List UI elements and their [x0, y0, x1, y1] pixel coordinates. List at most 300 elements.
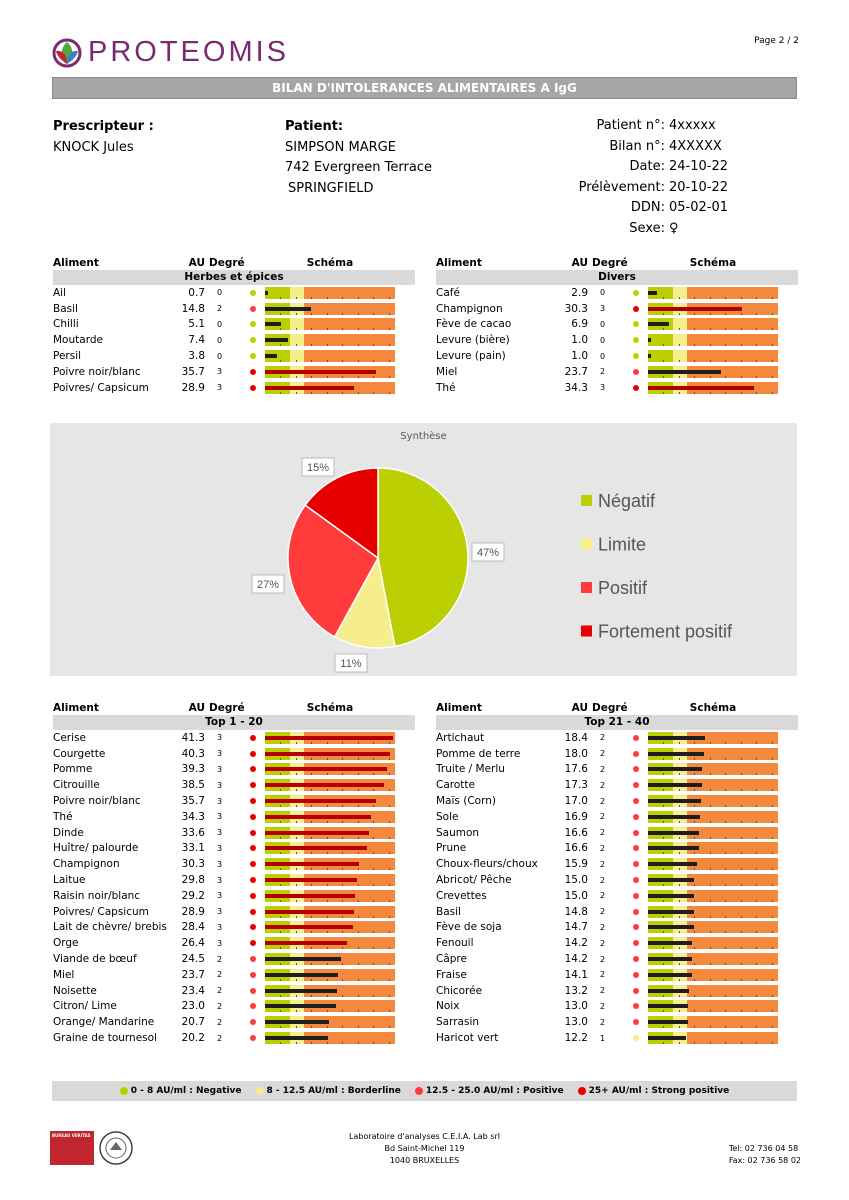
schema-tick — [679, 931, 680, 933]
value-bar — [265, 799, 376, 803]
food-name: Pomme de terre — [436, 747, 521, 760]
schema-bar — [648, 985, 778, 997]
schema-tick — [342, 805, 343, 807]
schema-tick — [373, 947, 374, 949]
legend-swatch — [581, 539, 592, 550]
schema-tick — [389, 789, 390, 791]
schema-tick — [373, 979, 374, 981]
degree-value: 2 — [600, 907, 606, 917]
col-schema: Schéma — [689, 257, 737, 269]
schema-tick — [358, 376, 359, 378]
schema-zone — [725, 985, 778, 997]
status-dot-icon — [633, 735, 639, 741]
value-bar — [265, 910, 354, 914]
schema-tick — [389, 328, 390, 330]
table-group-title: Herbes et épices — [53, 270, 415, 285]
schema-zone — [342, 350, 395, 362]
table-top-1-20 — [53, 701, 415, 1046]
degree-value: 3 — [217, 780, 223, 790]
schema-tick — [311, 328, 312, 330]
col-degre: Degré — [209, 257, 245, 269]
schema-tick — [756, 360, 757, 362]
schema-tick — [772, 789, 773, 791]
schema-tick — [741, 963, 742, 965]
table-row — [436, 872, 798, 888]
table-top-21-40 — [436, 701, 798, 1046]
schema-tick — [663, 789, 664, 791]
schema-tick — [756, 1010, 757, 1012]
schema-zone — [687, 1000, 726, 1012]
schema-bar — [648, 937, 778, 949]
schema-tick — [756, 773, 757, 775]
food-name: Graine de tournesol — [53, 1032, 157, 1045]
schema-tick — [679, 884, 680, 886]
food-name: Truite / Merlu — [436, 763, 505, 776]
yellow-dot-icon — [256, 1087, 264, 1095]
schema-tick — [725, 1042, 726, 1044]
au-value: 18.4 — [564, 731, 588, 744]
schema-zone — [342, 1016, 395, 1028]
schema-tick — [280, 805, 281, 807]
schema-bar — [265, 1016, 395, 1028]
schema-tick — [280, 360, 281, 362]
degree-value: 0 — [217, 335, 223, 345]
schema-bar — [648, 795, 778, 807]
report-details — [505, 116, 729, 239]
schema-tick — [327, 1026, 328, 1028]
status-dot-icon — [633, 1019, 639, 1025]
food-name: Prune — [436, 842, 467, 855]
schema-tick — [679, 742, 680, 744]
table-row — [436, 920, 798, 936]
schema-tick — [710, 1026, 711, 1028]
schema-zone — [342, 969, 395, 981]
schema-tick — [679, 360, 680, 362]
degree-value: 0 — [600, 335, 606, 345]
schema-tick — [725, 1026, 726, 1028]
schema-bar — [265, 303, 395, 315]
schema-zone — [725, 921, 778, 933]
degree-value: 2 — [600, 828, 606, 838]
schema-tick — [710, 900, 711, 902]
value-bar — [648, 910, 694, 914]
table-row — [436, 777, 798, 793]
schema-zone — [687, 287, 726, 299]
schema-tick — [296, 789, 297, 791]
detail-key: DDN: — [630, 200, 665, 215]
au-value: 23.7 — [564, 365, 588, 378]
value-bar — [265, 925, 353, 929]
status-dot-icon — [250, 893, 256, 899]
schema-tick — [373, 837, 374, 839]
schema-tick — [342, 742, 343, 744]
schema-tick — [327, 995, 328, 997]
status-dot-icon — [250, 988, 256, 994]
legend-text: Négatif — [598, 491, 656, 511]
value-bar — [648, 1020, 688, 1024]
table-row — [53, 825, 415, 841]
brand-logo — [52, 36, 289, 69]
degree-value: 2 — [217, 304, 223, 314]
schema-tick — [694, 360, 695, 362]
table-row — [53, 999, 415, 1015]
status-dot-icon — [633, 798, 639, 804]
degree-value: 2 — [600, 796, 606, 806]
schema-tick — [342, 837, 343, 839]
schema-zone — [342, 1000, 395, 1012]
schema-tick — [694, 868, 695, 870]
food-name: Citron/ Lime — [53, 1000, 117, 1013]
col-aliment: Aliment — [436, 257, 482, 269]
schema-tick — [756, 916, 757, 918]
pie-legend-item — [581, 578, 648, 598]
food-name: Laitue — [53, 874, 86, 887]
schema-tick — [311, 995, 312, 997]
au-value: 23.7 — [181, 968, 205, 981]
schema-tick — [694, 344, 695, 346]
schema-tick — [741, 837, 742, 839]
legend-label: 8 - 12.5 AU/ml : Borderline — [266, 1086, 401, 1096]
schema-tick — [741, 344, 742, 346]
schema-tick — [725, 852, 726, 854]
schema-tick — [725, 313, 726, 315]
schema-tick — [756, 821, 757, 823]
schema-tick — [311, 742, 312, 744]
table-row — [436, 841, 798, 857]
schema-tick — [679, 789, 680, 791]
schema-tick — [327, 742, 328, 744]
degree-value: 3 — [217, 796, 223, 806]
status-dot-icon — [633, 830, 639, 836]
schema-tick — [772, 376, 773, 378]
schema-bar — [265, 732, 395, 744]
schema-tick — [772, 821, 773, 823]
schema-tick — [342, 995, 343, 997]
value-bar — [265, 338, 288, 342]
schema-zone — [725, 779, 778, 791]
schema-tick — [772, 805, 773, 807]
schema-tick — [756, 805, 757, 807]
schema-tick — [342, 313, 343, 315]
schema-tick — [725, 344, 726, 346]
schema-tick — [358, 916, 359, 918]
food-name: Levure (bière) — [436, 334, 510, 347]
schema-tick — [756, 1042, 757, 1044]
legend-swatch — [581, 495, 592, 506]
schema-tick — [373, 742, 374, 744]
schema-tick — [694, 758, 695, 760]
degree-value: 0 — [217, 288, 223, 298]
schema-bar — [648, 906, 778, 918]
status-dot-icon — [633, 353, 639, 359]
schema-tick — [694, 313, 695, 315]
schema-tick — [327, 1010, 328, 1012]
schema-tick — [280, 758, 281, 760]
schema-tick — [311, 963, 312, 965]
schema-tick — [772, 884, 773, 886]
schema-tick — [358, 821, 359, 823]
schema-bar — [265, 382, 395, 394]
degree-value: 3 — [217, 812, 223, 822]
table-row — [53, 301, 415, 317]
schema-tick — [756, 344, 757, 346]
degree-value: 0 — [600, 288, 606, 298]
table-row — [53, 777, 415, 793]
food-name: Pomme — [53, 763, 93, 776]
value-bar — [265, 1036, 328, 1040]
table-row — [53, 809, 415, 825]
table-row — [436, 809, 798, 825]
value-bar — [648, 989, 689, 993]
au-value: 17.6 — [564, 763, 588, 776]
value-bar — [648, 1036, 686, 1040]
schema-tick — [342, 773, 343, 775]
food-name: Saumon — [436, 826, 480, 839]
schema-tick — [663, 931, 664, 933]
schema-tick — [710, 995, 711, 997]
status-dot-icon — [633, 782, 639, 788]
schema-tick — [327, 963, 328, 965]
schema-tick — [311, 1026, 312, 1028]
food-name: Citrouille — [53, 779, 100, 792]
schema-tick — [741, 1042, 742, 1044]
au-value: 1.0 — [571, 334, 588, 347]
schema-tick — [280, 884, 281, 886]
au-value: 16.9 — [564, 810, 588, 823]
status-dot-icon — [633, 909, 639, 915]
status-dot-icon — [633, 321, 639, 327]
schema-tick — [772, 297, 773, 299]
schema-tick — [725, 947, 726, 949]
prescriber-label: Prescripteur : — [53, 119, 154, 134]
schema-tick — [741, 1010, 742, 1012]
schema-tick — [710, 344, 711, 346]
schema-tick — [389, 979, 390, 981]
schema-tick — [741, 297, 742, 299]
schema-zone — [725, 334, 778, 346]
schema-tick — [311, 758, 312, 760]
table-row — [53, 762, 415, 778]
legend-bar — [52, 1081, 797, 1101]
au-value: 38.5 — [181, 779, 205, 792]
schema-bar — [648, 732, 778, 744]
schema-tick — [373, 852, 374, 854]
col-schema: Schéma — [306, 702, 354, 714]
degree-value: 3 — [217, 383, 223, 393]
schema-tick — [342, 297, 343, 299]
schema-tick — [679, 821, 680, 823]
au-value: 33.1 — [181, 842, 205, 855]
schema-tick — [725, 297, 726, 299]
schema-tick — [342, 947, 343, 949]
schema-tick — [772, 837, 773, 839]
food-name: Carotte — [436, 779, 475, 792]
schema-tick — [327, 884, 328, 886]
table-row — [53, 317, 415, 333]
au-value: 34.3 — [181, 810, 205, 823]
schema-tick — [725, 360, 726, 362]
schema-tick — [663, 884, 664, 886]
schema-zone — [725, 937, 778, 949]
schema-bar — [265, 827, 395, 839]
schema-tick — [389, 916, 390, 918]
schema-tick — [663, 328, 664, 330]
schema-tick — [694, 852, 695, 854]
schema-tick — [772, 963, 773, 965]
schema-bar — [265, 906, 395, 918]
schema-tick — [679, 963, 680, 965]
schema-tick — [679, 868, 680, 870]
value-bar — [265, 862, 359, 866]
degree-value: 2 — [600, 875, 606, 885]
status-dot-icon — [250, 877, 256, 883]
schema-tick — [296, 963, 297, 965]
au-value: 14.8 — [564, 905, 588, 918]
table-row — [53, 904, 415, 920]
schema-zone — [725, 1000, 778, 1012]
schema-tick — [679, 297, 680, 299]
schema-tick — [756, 837, 757, 839]
status-dot-icon — [633, 988, 639, 994]
schema-bar — [648, 779, 778, 791]
value-bar — [265, 957, 341, 961]
schema-tick — [296, 1010, 297, 1012]
schema-tick — [296, 900, 297, 902]
au-value: 24.5 — [181, 953, 205, 966]
degree-value: 2 — [600, 749, 606, 759]
au-value: 2.9 — [571, 286, 588, 299]
schema-zone — [725, 318, 778, 330]
value-bar — [265, 815, 371, 819]
schema-tick — [296, 979, 297, 981]
schema-tick — [679, 1010, 680, 1012]
schema-tick — [327, 328, 328, 330]
legend-item-positive — [415, 1086, 564, 1096]
legend-swatch — [581, 582, 592, 593]
schema-tick — [710, 758, 711, 760]
table-row — [53, 1030, 415, 1046]
value-bar — [648, 846, 699, 850]
value-bar — [648, 831, 699, 835]
legend-item-strong — [578, 1086, 730, 1096]
schema-bar — [265, 779, 395, 791]
status-dot-icon — [633, 1003, 639, 1009]
table-group-title: Top 1 - 20 — [53, 715, 415, 730]
schema-tick — [772, 979, 773, 981]
au-value: 15.0 — [564, 874, 588, 887]
schema-tick — [296, 313, 297, 315]
col-au: AU — [188, 702, 205, 714]
value-bar — [265, 1004, 336, 1008]
degree-value: 2 — [600, 922, 606, 932]
schema-zone — [725, 874, 778, 886]
food-name: Dinde — [53, 826, 84, 839]
schema-zone — [725, 842, 778, 854]
schema-tick — [296, 328, 297, 330]
schema-tick — [280, 1010, 281, 1012]
degree-value: 2 — [600, 367, 606, 377]
schema-tick — [342, 344, 343, 346]
degree-value: 0 — [217, 319, 223, 329]
schema-tick — [280, 852, 281, 854]
schema-tick — [327, 773, 328, 775]
schema-tick — [342, 821, 343, 823]
schema-tick — [679, 758, 680, 760]
schema-tick — [741, 313, 742, 315]
pie-slice-négatif — [378, 468, 468, 646]
status-dot-icon — [633, 751, 639, 757]
au-value: 14.1 — [564, 968, 588, 981]
schema-tick — [373, 773, 374, 775]
schema-tick — [663, 995, 664, 997]
schema-tick — [342, 900, 343, 902]
schema-tick — [389, 947, 390, 949]
degree-value: 3 — [600, 304, 606, 314]
schema-tick — [342, 1042, 343, 1044]
status-dot-icon — [633, 369, 639, 375]
schema-bar — [648, 1000, 778, 1012]
prescriber-block — [53, 117, 154, 158]
schema-tick — [311, 360, 312, 362]
schema-tick — [741, 995, 742, 997]
schema-tick — [296, 742, 297, 744]
schema-tick — [373, 313, 374, 315]
schema-tick — [725, 805, 726, 807]
pie-label-text: 11% — [340, 658, 362, 670]
schema-bar — [648, 969, 778, 981]
schema-tick — [772, 1042, 773, 1044]
value-bar — [265, 989, 337, 993]
schema-tick — [373, 1042, 374, 1044]
schema-tick — [358, 297, 359, 299]
schema-tick — [772, 313, 773, 315]
schema-tick — [342, 376, 343, 378]
red-dot-icon — [415, 1087, 423, 1095]
schema-tick — [373, 297, 374, 299]
schema-zone — [265, 287, 290, 299]
au-value: 7.4 — [188, 334, 205, 347]
schema-tick — [663, 963, 664, 965]
schema-bar — [265, 858, 395, 870]
detail-key: Date: — [629, 159, 665, 174]
schema-tick — [663, 979, 664, 981]
col-au: AU — [571, 257, 588, 269]
col-schema: Schéma — [689, 702, 737, 714]
table-row — [436, 332, 798, 348]
schema-tick — [694, 931, 695, 933]
schema-tick — [373, 758, 374, 760]
dark-red-dot-icon — [578, 1087, 586, 1095]
au-value: 23.0 — [181, 1000, 205, 1013]
schema-tick — [358, 313, 359, 315]
schema-tick — [280, 773, 281, 775]
detail-value: 4XXXXX — [669, 138, 722, 154]
schema-tick — [772, 852, 773, 854]
schema-tick — [296, 916, 297, 918]
schema-tick — [663, 742, 664, 744]
schema-zone — [687, 1016, 726, 1028]
au-value: 1.0 — [571, 350, 588, 363]
value-bar — [265, 941, 347, 945]
schema-tick — [296, 995, 297, 997]
schema-tick — [679, 852, 680, 854]
schema-tick — [296, 297, 297, 299]
col-au: AU — [571, 702, 588, 714]
au-value: 20.2 — [181, 1032, 205, 1045]
page-number: Page 2 / 2 — [754, 36, 799, 46]
table-row — [436, 983, 798, 999]
schema-zone — [342, 985, 395, 997]
